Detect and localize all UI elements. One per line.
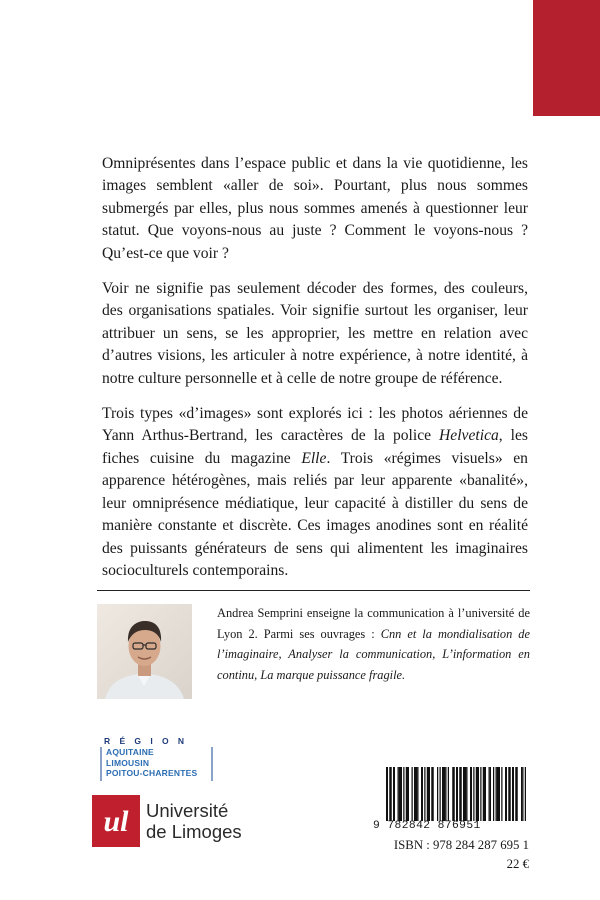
barcode-bar	[444, 767, 445, 821]
barcode-bar	[477, 767, 479, 821]
back-cover-blurb	[102, 153, 528, 582]
text-run: . Trois «régimes visuels» en apparence hétérogènes, mais reliés par leur apparente «banalité», leur omniprésence médiatique, leur capacité à distiller du sens de manière constante et discrète. Ces images anodines sont en réalité des puissants générateurs de sens qui alimentent les imaginaires socioculturels contemporains.	[102, 449, 528, 579]
barcode-bar	[448, 767, 449, 821]
university-name-line2: de Limoges	[146, 821, 242, 842]
isbn-number: ISBN : 978 284 287 695 1	[393, 838, 529, 852]
price: 22 €	[506, 857, 529, 871]
barcode-bar	[454, 767, 455, 821]
region-line: AQUITAINE	[106, 747, 154, 757]
barcode-bar	[510, 767, 511, 821]
barcode-bar	[483, 767, 484, 821]
author-bio	[217, 603, 530, 685]
barcode-bar	[399, 767, 400, 821]
barcode-bar	[476, 767, 477, 821]
barcode-bar	[427, 767, 428, 821]
barcode-bar	[517, 767, 518, 821]
barcode-bar	[498, 767, 500, 821]
text-run: Voir ne signifie pas seulement décoder des formes, des couleurs, des organisations spatiales. Voir signifie surtout les organiser, leur attribuer un sens, se les approprier, les mettre en relation avec d’autres visions, les articuler à notre expérience, à notre identité, à notre culture personnelle et à celle de notre groupe de référence.	[102, 280, 528, 387]
region-line: LIMOUSIN	[106, 757, 150, 768]
barcode-bar	[496, 767, 497, 821]
barcode-bar	[480, 767, 481, 821]
barcode-bar	[414, 767, 416, 821]
blurb-paragraph	[102, 153, 528, 265]
barcode-bar	[521, 767, 522, 821]
blurb-paragraph	[102, 278, 528, 390]
region-logo	[100, 736, 213, 782]
barcode-bar	[400, 767, 402, 821]
italic-text: Helvetica	[439, 427, 499, 445]
barcode-bar	[515, 767, 516, 821]
university-name	[146, 800, 242, 842]
separator-rule	[97, 590, 530, 591]
barcode-bar	[416, 767, 417, 821]
barcode-bar	[442, 767, 444, 821]
cover-accent-band	[533, 0, 600, 116]
barcode-bar	[522, 767, 523, 821]
barcode-bar	[505, 767, 507, 821]
blurb-paragraph	[102, 403, 528, 582]
barcode-bar	[473, 767, 474, 821]
bio-text: Andrea Semprini enseigne la communication à l’université de Lyon 2. Parmi ses ouvrages :	[217, 606, 530, 641]
barcode-bar	[398, 767, 399, 821]
barcode-bar	[428, 767, 430, 821]
barcode-bar	[466, 767, 467, 821]
barcode-bar	[484, 767, 486, 821]
bio-italic-titles: Cnn et la mondialisation de l’imaginaire, Analyser la communication, L’information en continu, La marque puissance fragile.	[217, 626, 530, 682]
university-monogram-text: ul	[103, 805, 129, 838]
barcode-bar	[391, 767, 392, 821]
barcode-bar	[501, 767, 502, 821]
barcode-bar	[461, 767, 462, 821]
barcode-bar	[407, 767, 409, 821]
university-name-line1: Université	[146, 800, 229, 821]
barcode-bar	[433, 767, 434, 821]
barcode-bar	[465, 767, 466, 821]
barcode-bar	[386, 767, 388, 821]
barcode-bar	[437, 767, 438, 821]
author-photo	[97, 604, 192, 699]
barcode-bar	[421, 767, 423, 821]
barcode-bar	[417, 767, 418, 821]
barcode-bar	[406, 767, 407, 821]
italic-text: Elle	[301, 449, 327, 467]
barcode-bar	[431, 767, 432, 821]
barcode-bar	[489, 767, 490, 821]
barcode-bar	[403, 767, 404, 821]
barcode-digits: 9 782842 876951	[373, 820, 481, 832]
barcode-bar	[508, 767, 509, 821]
barcode-bar	[452, 767, 453, 821]
barcode-bar	[459, 767, 460, 821]
barcode-bar	[490, 767, 491, 821]
barcode-bar	[389, 767, 390, 821]
barcode-bar	[412, 767, 413, 821]
barcode-bar	[470, 767, 472, 821]
text-run: , les fiches cuisine du magazine	[102, 427, 528, 467]
region-word: RÉGION	[104, 736, 194, 746]
region-line: POITOU-CHARENTES	[106, 768, 198, 778]
barcode-bar	[424, 767, 425, 821]
barcode-bar	[493, 767, 494, 821]
text-run: Trois types «d’images» sont explorés ici : les photos aériennes de Yann Arthus-Bertrand, les caractères de la police	[102, 405, 528, 445]
text-run: Omniprésentes dans l’espace public et dans la vie quotidienne, les images semblent «aller de soi». Pourtant, plus nous sommes submergés par elles, plus nous sommes amenés à questionner leur statut. Que voyons-nous au juste ? Comment le voyons-nous ? Qu’est-ce que voir ?	[102, 155, 528, 262]
university-logo	[92, 795, 252, 847]
barcode-bar	[393, 767, 395, 821]
barcode-bar	[463, 767, 465, 821]
region-names	[100, 747, 213, 781]
isbn-barcode	[384, 767, 528, 823]
barcode-bar	[440, 767, 441, 821]
barcode-bar	[497, 767, 498, 821]
author-portrait-image	[97, 604, 192, 699]
university-monogram-icon	[92, 795, 140, 847]
barcode-bar	[525, 767, 526, 821]
barcode-bar	[456, 767, 458, 821]
barcode-bar	[445, 767, 446, 821]
barcode-bar	[512, 767, 514, 821]
